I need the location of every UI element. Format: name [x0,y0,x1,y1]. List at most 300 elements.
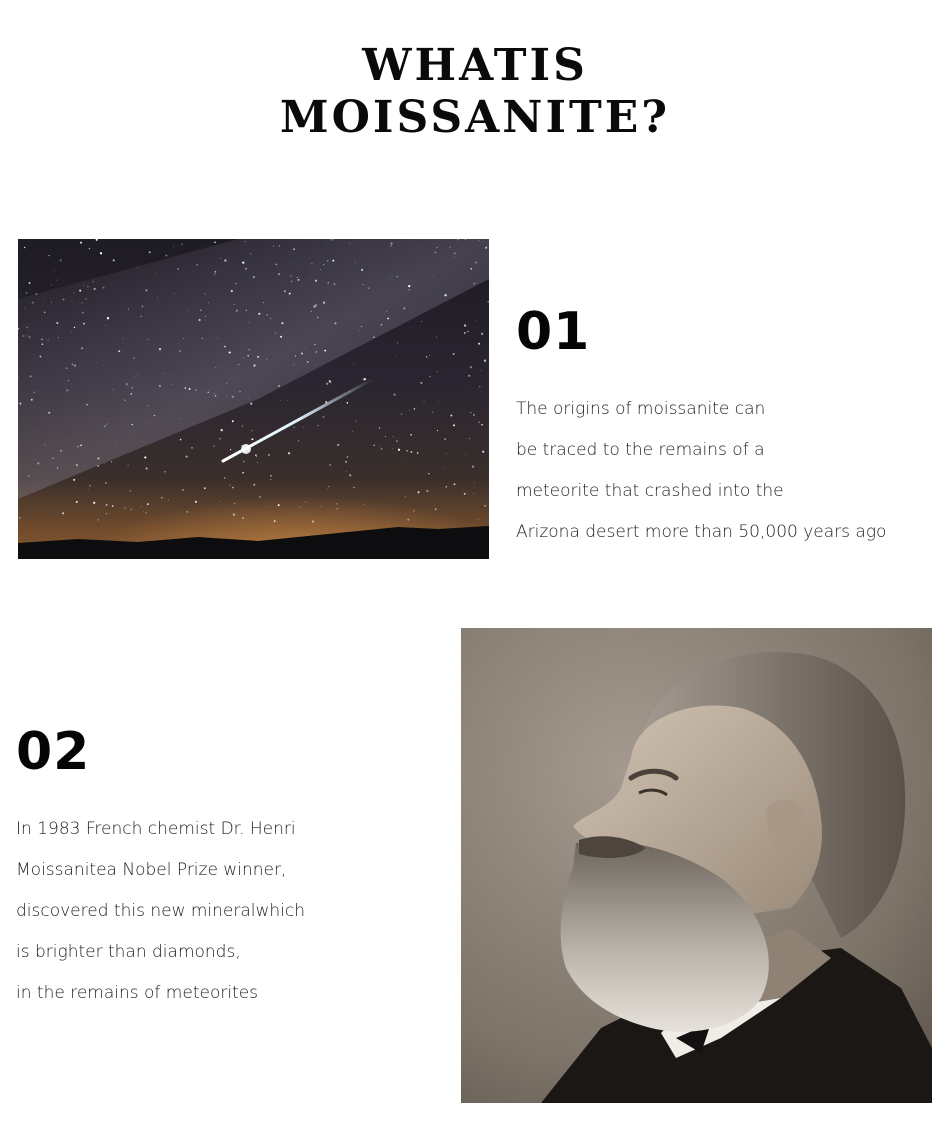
star [467,331,468,332]
star [255,454,257,456]
star [141,316,142,317]
star [44,311,46,313]
star [439,401,440,402]
star [323,302,325,304]
star [48,340,49,341]
star [353,487,354,488]
star [238,364,239,365]
star [453,353,455,355]
star [374,445,375,446]
star [37,462,39,464]
star [464,332,466,334]
star [423,469,424,470]
star [181,244,182,245]
section-01-line: Arizona desert more than 50,000 years ago [516,522,887,542]
star [469,438,470,439]
star [224,259,226,261]
star [297,277,298,278]
star [301,353,303,355]
section-number-01: 01 [516,302,591,362]
star [429,355,430,356]
star [214,393,215,394]
night-sky-meteor-illustration [18,239,489,559]
star [450,414,452,416]
star [19,517,21,519]
star [226,383,227,384]
star [51,285,52,286]
page-title-line-1: WHATIS [362,40,588,91]
star [165,255,167,257]
star [384,313,385,314]
star [62,298,64,300]
star [224,477,225,478]
star [97,465,99,467]
star [33,391,35,393]
star [199,319,201,321]
star [293,248,295,250]
star [107,423,108,424]
star [329,464,331,466]
star [428,473,429,474]
star [128,309,129,310]
star [473,283,475,285]
star [217,338,218,339]
star [426,356,427,357]
star [32,301,34,303]
star [270,475,272,477]
star [60,450,62,452]
star [195,389,197,391]
star [107,317,109,319]
star [259,496,261,498]
star [242,517,244,519]
star [381,448,383,450]
star [186,456,188,458]
star [96,362,97,363]
star [143,511,144,512]
star [256,456,257,457]
star [48,255,49,256]
star [104,426,105,427]
night-sky-meteor-image [18,239,489,559]
star [478,422,479,423]
star [80,242,82,244]
star [220,501,221,502]
star [219,438,221,440]
star [232,487,234,489]
star [24,247,25,248]
star [253,484,255,486]
section-01-line: meteorite that crashed into the [516,481,784,501]
star [315,280,317,282]
star [359,330,360,331]
star [80,444,82,446]
section-number-02: 02 [16,722,91,782]
star [413,510,414,511]
star [74,364,76,366]
star [137,374,138,375]
star [88,489,89,490]
star [281,322,283,324]
star [353,363,354,364]
star [436,371,437,372]
star [161,497,163,499]
star [252,430,253,431]
star [189,388,191,390]
star [470,412,471,413]
star [331,239,332,240]
star [300,507,301,508]
star [361,326,362,327]
star [446,453,447,454]
star [187,310,188,311]
star [420,382,422,384]
star [74,327,75,328]
star [41,339,42,340]
star [56,322,58,324]
star [278,504,280,506]
star [229,351,231,353]
star [72,301,73,302]
star [239,391,241,393]
star [327,488,328,489]
star [180,439,182,441]
star [407,519,409,521]
star [159,385,161,387]
star [433,275,434,276]
star [118,350,120,352]
star [349,243,350,244]
star [148,405,149,406]
star [334,283,336,285]
star [141,306,143,308]
star [386,311,387,312]
star [200,310,201,311]
star [56,280,57,281]
star [147,503,149,505]
star [485,247,487,249]
star [213,446,214,447]
star [424,401,425,402]
star [73,293,74,294]
star [208,302,209,303]
star [355,421,356,422]
star [478,343,480,345]
star [409,410,410,411]
page-title [0,40,950,144]
star [85,298,86,299]
star [361,269,363,271]
star [242,425,244,427]
star [278,273,280,275]
star [312,521,314,523]
star [250,403,252,405]
star [76,501,78,503]
star [141,441,142,442]
star [355,262,356,263]
star [221,429,223,431]
star [324,350,326,352]
star [246,310,247,311]
star [45,444,46,445]
star [115,440,116,441]
star [326,383,328,385]
star [464,493,466,495]
star [57,467,58,468]
star [391,243,393,245]
star [134,454,135,455]
star [104,463,105,464]
star [480,370,481,371]
star [147,339,148,340]
star [266,359,267,360]
star [387,318,389,320]
star [421,321,422,322]
star [196,264,198,266]
star [27,335,28,336]
star [230,449,231,450]
star [191,447,192,448]
star [436,337,437,338]
star [293,427,294,428]
star [320,269,321,270]
star [220,258,221,259]
star [368,287,370,289]
star [214,274,215,275]
star [315,304,317,306]
star [146,467,148,469]
star [380,446,381,447]
star [187,511,188,512]
star [472,465,474,467]
star [205,315,207,317]
star [204,487,206,489]
star [215,367,216,368]
star [435,509,436,510]
star [303,427,304,428]
star [477,289,478,290]
star [242,472,244,474]
star [484,360,486,362]
star [234,304,235,305]
star [436,247,437,248]
star [154,415,156,417]
star [66,367,68,369]
star [30,375,32,377]
star [224,346,226,348]
star [215,271,217,273]
star [294,364,295,365]
star [479,386,480,387]
star [258,313,260,315]
section-02-text [16,809,305,1014]
star [270,318,271,319]
star [93,281,94,282]
section-02-line: in the remains of meteorites [16,983,259,1003]
star [473,414,474,415]
star [403,307,405,309]
star [35,293,37,295]
star [21,294,22,295]
star [112,389,113,390]
star [390,245,391,246]
star [83,285,84,286]
star [280,400,281,401]
star [233,514,235,516]
star [408,285,410,287]
star [171,373,172,374]
star [248,322,249,323]
star [156,274,157,275]
star [476,320,477,321]
star [363,504,364,505]
star [275,264,277,266]
star [267,314,268,315]
star [417,491,419,493]
star [103,287,105,289]
star [278,385,280,387]
star [81,347,83,349]
star [247,355,248,356]
star [130,393,132,395]
star [328,486,329,487]
star [76,464,78,466]
star [379,427,381,429]
star [385,436,386,437]
star [363,284,364,285]
star [91,409,92,410]
star [172,384,173,385]
star [179,350,181,352]
star [62,512,64,514]
star [23,335,25,337]
star [86,404,88,406]
star [234,503,236,505]
star [275,333,276,334]
star [465,454,466,455]
star [488,301,489,302]
star [266,507,267,508]
star [396,440,398,442]
star [314,344,315,345]
star [98,519,99,520]
star [133,358,134,359]
star [28,475,29,476]
star [435,252,437,254]
star [48,412,50,414]
star [53,270,54,271]
star [51,302,52,303]
star [309,279,310,280]
star [484,505,486,507]
star [39,356,41,358]
star [26,326,28,328]
star [470,385,471,386]
star [31,399,33,401]
star [232,420,234,422]
star [454,483,456,485]
star [42,343,43,344]
star [268,454,270,456]
star [305,502,306,503]
star [134,376,135,377]
star [204,293,205,294]
star [180,418,181,419]
section-02-line: discovered this new mineralwhich [16,901,306,921]
star [397,342,398,343]
star [106,513,107,514]
star [130,490,131,491]
star [250,253,251,254]
star [159,348,161,350]
star [132,424,133,425]
star [123,338,124,339]
star [295,356,296,357]
star [274,520,276,522]
star [168,500,169,501]
star [298,440,300,442]
star [291,276,292,277]
star [323,264,324,265]
star [68,380,69,381]
star [401,413,403,415]
star [245,268,246,269]
star [454,257,455,258]
star [362,379,363,380]
star [445,467,446,468]
star [418,248,419,249]
star [124,399,126,401]
henri-moissan-portrait-image [461,628,932,1103]
star [111,461,112,462]
star [145,289,147,291]
star [185,387,187,389]
star [315,351,317,353]
star [131,509,132,510]
star [112,505,114,507]
star [98,458,100,460]
star [257,356,259,358]
star [337,444,339,446]
star [408,289,409,290]
star [406,450,408,452]
star [406,460,407,461]
star [289,293,291,295]
star [426,490,428,492]
page-title-line-2: MOISSANITE? [279,92,671,143]
star [345,461,347,463]
star [105,482,107,484]
star [77,446,79,448]
star [280,336,282,338]
star [157,297,158,298]
star [257,462,258,463]
star [94,288,96,290]
star [243,461,244,462]
star [249,398,250,399]
star [305,348,306,349]
star [54,490,55,491]
star [236,310,238,312]
star [163,373,164,374]
star [24,308,25,309]
star [482,451,484,453]
star [437,430,438,431]
star [373,336,375,338]
star [97,249,98,250]
star [417,452,419,454]
star [149,251,151,253]
